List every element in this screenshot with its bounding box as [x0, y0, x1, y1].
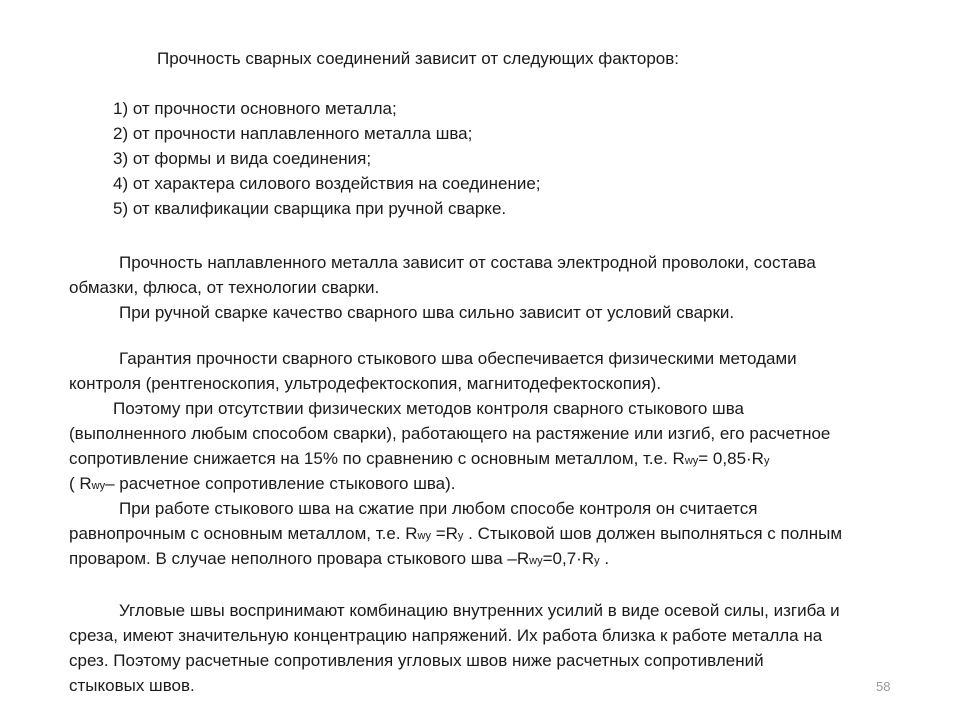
factor-item: 3) от формы и вида соединения; [113, 149, 372, 168]
paragraph-line: стыковых швов. [69, 676, 195, 695]
factor-item: 1) от прочности основного металла; [113, 99, 397, 118]
paragraph-line: срез. Поэтому расчетные сопротивления угловых швов ниже расчетных сопротивлений [69, 651, 764, 670]
slide-heading: Прочность сварных соединений зависит от следующих факторов: [157, 49, 680, 68]
paragraph-line: сопротивление снижается на 15% по сравнению с основным металлом, т.е. Rwy= 0,85·Ry [69, 449, 770, 468]
paragraph-line: (выполненного любым способом сварки), работающего на растяжение или изгиб, его расчетное [69, 424, 831, 443]
factor-item: 5) от квалификации сварщика при ручной сварке. [113, 199, 507, 218]
subscript: wy [417, 530, 431, 542]
paragraph-line: Гарантия прочности сварного стыкового шва обеспечивается физическими методами [119, 349, 797, 368]
page-number: 58 [876, 679, 891, 694]
paragraph-line: обмазки, флюса, от технологии сварки. [69, 278, 380, 297]
paragraph-line: контроля (рентгеноскопия, ультродефектоскопия, магнитодефектоскопия). [69, 374, 662, 393]
subscript: y [763, 455, 770, 467]
subscript: y [594, 555, 600, 567]
paragraph-line: среза, имеют значительную концентрацию напряжений. Их работа близка к работе металла на [69, 626, 823, 645]
paragraph-line: При ручной сварке качество сварного шва сильно зависит от условий сварки. [119, 303, 735, 322]
subscript: wy [91, 480, 106, 492]
subscript: wy [684, 455, 699, 467]
factor-item: 2) от прочности наплавленного металла шва; [113, 124, 473, 143]
paragraph-line: равнопрочным с основным металлом, т.е. Rwy =Ry . Стыковой шов должен выполняться с полным [69, 524, 843, 543]
paragraph-line: ( Rwy– расчетное сопротивление стыкового шва). [69, 474, 456, 493]
subscript: wy [529, 555, 543, 567]
paragraph-line: Угловые швы воспринимают комбинацию внутренних усилий в виде осевой силы, изгиба и [119, 601, 840, 620]
factor-item: 4) от характера силового воздействия на соединение; [113, 174, 541, 193]
paragraph-line: При работе стыкового шва на сжатие при любом способе контроля он считается [119, 499, 758, 518]
paragraph-line: проваром. В случае неполного провара стыкового шва –Rwy=0,7·Ry . [69, 549, 610, 568]
paragraph-line: Поэтому при отсутствии физических методов контроля сварного стыкового шва [113, 399, 744, 418]
paragraph-line: Прочность наплавленного металла зависит от состава электродной проволоки, состава [119, 253, 816, 272]
subscript: y [457, 530, 464, 542]
